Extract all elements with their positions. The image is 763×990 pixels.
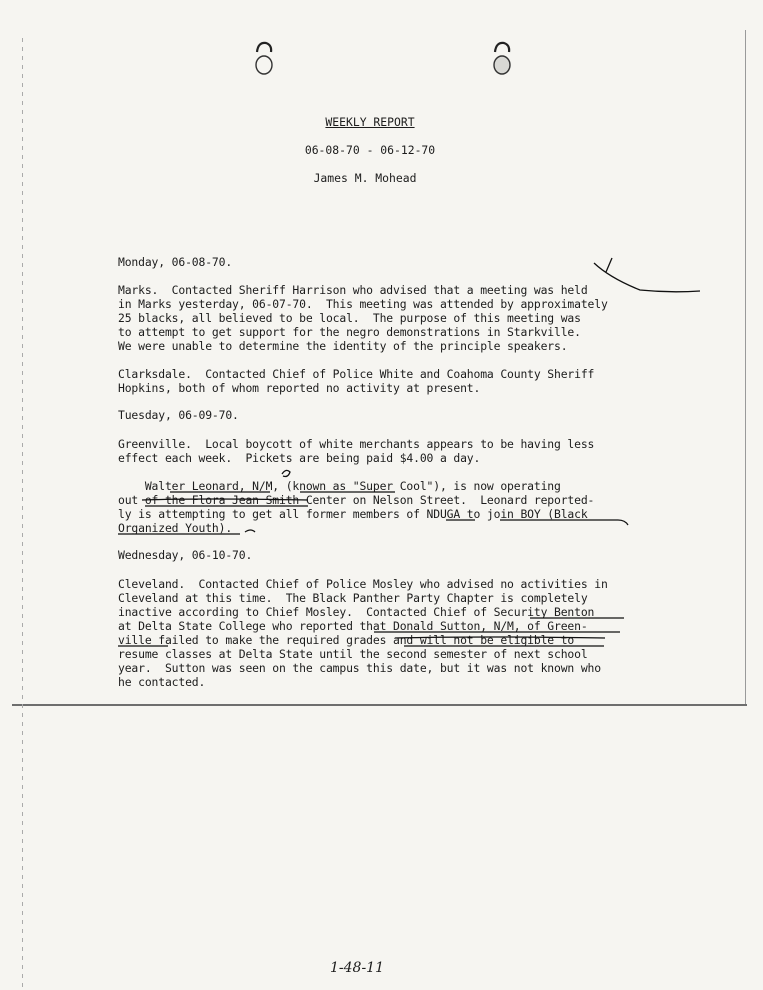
body-line: Clarksdale. Contacted Chief of Police White and Coahoma County Sheriff [118, 367, 595, 381]
body-line: Organized Youth). [118, 521, 233, 535]
body-line: in Marks yesterday, 06-07-70. This meeting was attended by approximately [118, 297, 608, 311]
body-line: resume classes at Delta State until the second semester of next school [118, 647, 588, 661]
body-line: Hopkins, both of whom reported no activity at present. [118, 381, 481, 395]
body-line: out of the Flora Jean Smith Center on Nelson Street. Leonard reported- [118, 493, 595, 507]
day-heading-monday: Monday, 06-08-70. [118, 255, 233, 269]
body-line: Greenville. Local boycott of white merchants appears to be having less [118, 437, 595, 451]
body-line: ly is attempting to get all former members of NDUGA to join BOY (Black [118, 507, 588, 521]
body-line: to attempt to get support for the negro demonstrations in Starkville. [118, 325, 581, 339]
body-line: he contacted. [118, 675, 206, 689]
body-line: Cleveland. Contacted Chief of Police Mosley who advised no activities in [118, 577, 608, 591]
body-line: year. Sutton was seen on the campus this date, but it was not known who [118, 661, 601, 675]
body-line: at Delta State College who reported that Donald Sutton, N/M, of Green- [118, 619, 588, 633]
body-line: inactive according to Chief Mosley. Contacted Chief of Security Benton [118, 605, 595, 619]
report-title: WEEKLY REPORT [325, 115, 415, 129]
page-footer-mark: 1-48-11 [330, 960, 384, 976]
body-line: effect each week. Pickets are being paid $4.00 a day. [118, 451, 481, 465]
body-line: Marks. Contacted Sheriff Harrison who advised that a meeting was held [118, 283, 588, 297]
day-heading-tuesday: Tuesday, 06-09-70. [118, 408, 239, 422]
report-date-range: 06-08-70 - 06-12-70 [304, 143, 436, 157]
body-line: We were unable to determine the identity of the principle speakers. [118, 339, 568, 353]
day-heading-wednesday: Wednesday, 06-10-70. [118, 548, 253, 562]
body-line: Cleveland at this time. The Black Panther Party Chapter is completely [118, 591, 588, 605]
report-author: James M. Mohead [313, 171, 417, 185]
body-line: ville failed to make the required grades and will not be eligible to [118, 633, 575, 647]
body-line: Walter Leonard, N/M, (known as "Super Cool"), is now operating [118, 479, 561, 493]
body-line: 25 blacks, all believed to be local. The purpose of this meeting was [118, 311, 581, 325]
